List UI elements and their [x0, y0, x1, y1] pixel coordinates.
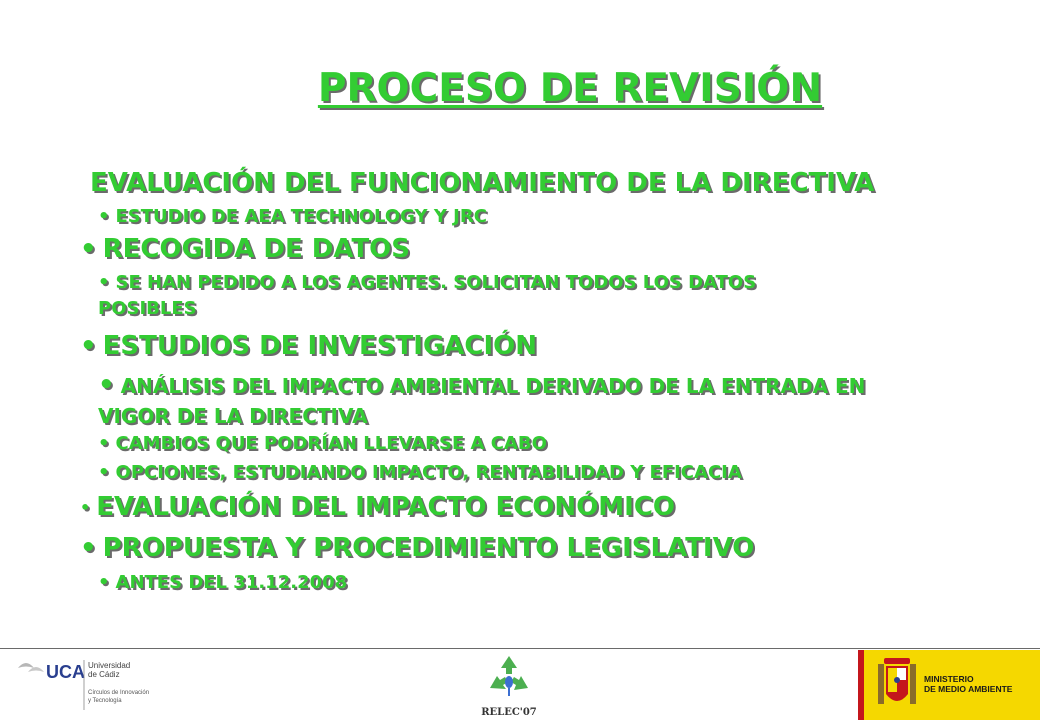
bullet-icon: • [98, 462, 110, 483]
ministry-name: MINISTERIO DE MEDIO AMBIENTE [924, 674, 1013, 694]
svg-text:Universidad: Universidad [88, 661, 131, 670]
bullet-evaluacion-economico: • EVALUACIÓN DEL IMPACTO ECONÓMICO [80, 492, 676, 522]
bullet-opciones: • OPCIONES, ESTUDIANDO IMPACTO, RENTABILIDAD Y EFICACIA [98, 462, 742, 483]
bullet-icon: • [80, 533, 97, 563]
bullet-estudio-aea: • ESTUDIO DE AEA TECHNOLOGY Y JRC [98, 206, 487, 227]
coat-of-arms-icon [876, 656, 918, 714]
bullet-icon: • [98, 272, 110, 293]
bullet-icon: • [98, 206, 110, 227]
uca-emblem-icon [16, 656, 176, 712]
bullet-icon: • [98, 370, 115, 400]
footer-divider [0, 648, 1040, 649]
bullet-pedido-agentes-cont: POSIBLES [98, 298, 197, 319]
bullet-cambios: • CAMBIOS QUE PODRÍAN LLEVARSE A CABO [98, 433, 547, 454]
page-title: PROCESO DE REVISIÓN [317, 66, 823, 111]
uca-logo [16, 656, 176, 712]
bullet-pedido-agentes: • SE HAN PEDIDO A LOS AGENTES. SOLICITAN TODOS LOS DATOS [98, 272, 757, 293]
bullet-icon: • [98, 433, 110, 454]
bullet-estudios-investigacion: • ESTUDIOS DE INVESTIGACIÓN [80, 331, 538, 361]
svg-text:y Tecnología: y Tecnología [88, 698, 122, 704]
recycle-icon [484, 652, 534, 702]
svg-text:Círculos de Innovación: Círculos de Innovación [88, 690, 150, 696]
heading-evaluacion-funcionamiento: EVALUACIÓN DEL FUNCIONAMIENTO DE LA DIRECTIVA [90, 168, 875, 198]
bullet-propuesta: • PROPUESTA Y PROCEDIMIENTO LEGISLATIVO [80, 533, 755, 563]
bullet-analisis-impacto: • ANÁLISIS DEL IMPACTO AMBIENTAL DERIVADO DE LA ENTRADA EN [98, 370, 866, 400]
bullet-antes-fecha: • ANTES DEL 31.12.2008 [98, 572, 348, 593]
bullet-icon: • [80, 498, 91, 517]
svg-text:UCA: UCA [46, 662, 85, 682]
relec-label: RELEC'07 [481, 707, 537, 718]
bullet-icon: • [80, 234, 97, 264]
bullet-analisis-impacto-cont: VIGOR DE LA DIRECTIVA [98, 404, 368, 428]
ministerio-logo [858, 650, 1040, 720]
relec-logo [470, 652, 548, 718]
bullet-icon: • [80, 331, 97, 361]
svg-text:de Cádiz: de Cádiz [88, 670, 120, 679]
bullet-icon: • [98, 572, 110, 593]
bullet-recogida-datos: • RECOGIDA DE DATOS [80, 234, 411, 264]
